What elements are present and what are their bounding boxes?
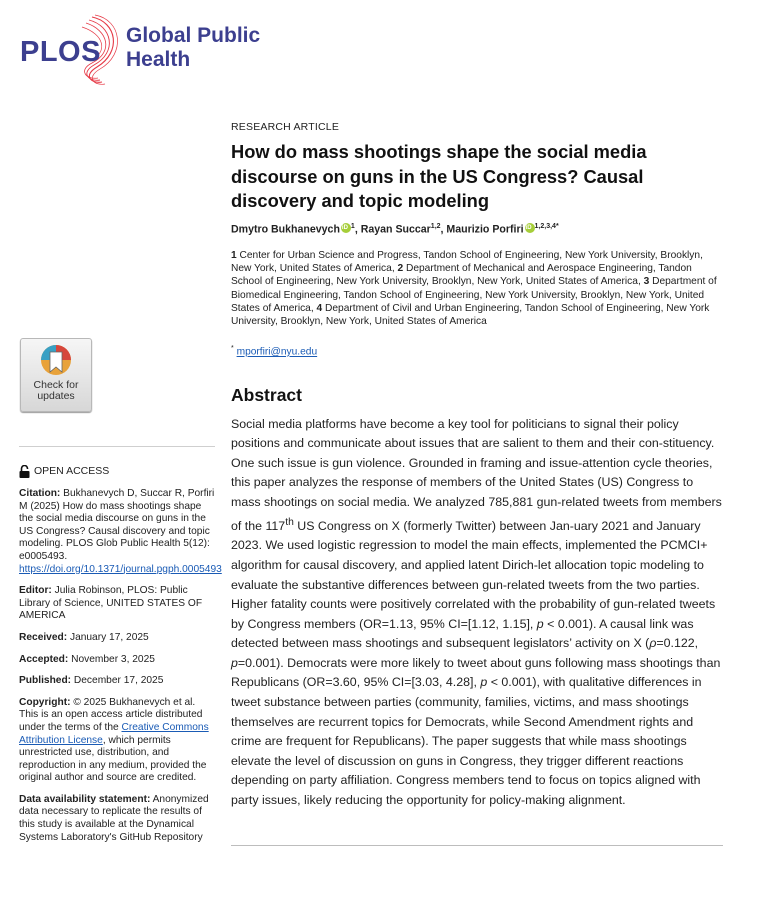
sidebar-divider — [19, 446, 215, 447]
data-availability-block — [19, 794, 215, 844]
affil-text: Department of Biomedical Engineering, Tandon School of Engineering, New York University, Brooklyn, New York, United States of America, — [231, 276, 717, 314]
copyright-text-1: © 2025 Bukhanevych et al. This is an open access article distributed under the terms of the — [19, 696, 203, 733]
journal-logo[interactable] — [18, 12, 278, 87]
published-label: Published: — [19, 675, 72, 687]
abstract-italic: p — [480, 675, 488, 690]
copyright-label: Copyright: — [19, 696, 71, 708]
abstract-italic: p — [231, 655, 238, 670]
affil-number: 3 — [643, 276, 650, 288]
corresponding-star-marker: * — [231, 345, 234, 353]
author-affil-sup: 1 — [350, 222, 355, 230]
license-link[interactable]: Creative Commons Attribution License — [19, 721, 209, 746]
data-availability-text: Anonymized data necessary to replicate the results of this study is available at the Dynamical Systems Laboratory's GitHub Repository — [19, 793, 209, 843]
article-type: RESEARCH ARTICLE — [231, 121, 340, 133]
affil-number: 4 — [316, 302, 323, 314]
citation-block — [19, 488, 222, 576]
open-lock-icon — [19, 465, 30, 478]
open-access-badge — [19, 465, 215, 478]
citation-doi-link[interactable]: https://doi.org/10.1371/journal.pgph.0005493 — [19, 563, 222, 575]
affil-number: 2 — [397, 263, 404, 275]
accepted-date: November 3, 2025 — [68, 653, 155, 665]
corresponding-author — [231, 345, 723, 357]
abstract-part: < 0.001). A causal link was detected between mass shootings and subsequent legislators’ activity on X ( — [231, 616, 694, 651]
accepted-label: Accepted: — [19, 653, 69, 665]
abstract-part: =0.122, — [656, 636, 699, 651]
check-updates-line2: updates — [37, 390, 75, 402]
editor-label: Editor: — [19, 585, 52, 597]
abstract-part: Social media platforms have become a key tool for politicians to signal their policy positions and communicate about issues that are salient to them and their con-stituency. One such issue is gun violence. Grounded in framing and issue-attention cycle theories, this paper analyzes the response of members of the United States (US) Congress to mass shootings on social media. We analyzed 785,881 gun-related tweets from members of the 117 — [231, 416, 722, 533]
abstract-heading: Abstract — [231, 384, 302, 405]
editor-text: Julia Robinson, PLOS: Public Library of Science, UNITED STATES OF AMERICA — [19, 585, 203, 622]
author-name[interactable]: Maurizio Porfiri — [446, 223, 524, 236]
orcid-icon[interactable] — [341, 223, 351, 233]
section-divider — [231, 845, 723, 846]
author-separator: , — [354, 223, 361, 236]
author-affil-sup: 1,2,3,4 — [534, 222, 556, 230]
abstract-part: < 0.001), with qualitative differences in tweet substance between parties (community, families, victims, and mass shootings themselves are recurrent topics for Democrats, while Second Amendment rights and crime are frequent for Republicans). The paper suggests that while mass shootings elevate the level of discussion on guns in Congress, they trigger different reactions depending on party affiliation. Congress members tend to focus on topics aligned with party issues, likely reducing the opportunity for policy-making alignment. — [231, 675, 702, 808]
accepted-block — [19, 654, 215, 667]
copyright-block — [19, 697, 215, 785]
affil-text: Department of Civil and Urban Engineering, Tandon School of Engineering, New York University, Brooklyn, New York, United States of America — [231, 302, 710, 328]
affil-number: 1 — [231, 250, 237, 262]
article-info-sidebar — [19, 446, 222, 853]
editor-block — [19, 585, 215, 623]
article-title: How do mass shootings shape the social media discourse on guns in the US Congress? Causal discovery and topic modeling — [231, 141, 647, 211]
article-main — [231, 121, 723, 811]
data-availability-label: Data availability statement: — [19, 793, 151, 805]
affil-text: Department of Mechanical and Aerospace Engineering, Tandon School of Engineering, New York University, Brooklyn, New York, United States of America, — [231, 263, 692, 288]
received-label: Received: — [19, 631, 68, 643]
check-updates-label — [21, 380, 91, 402]
corresponding-email-link[interactable]: mporfiri@nyu.edu — [236, 346, 318, 358]
author-name[interactable]: Rayan Succar — [360, 223, 431, 236]
journal-name — [126, 24, 260, 72]
citation-label: Citation: — [19, 488, 61, 499]
corresponding-star: * — [555, 222, 559, 230]
journal-name-line1: Global Public — [126, 24, 261, 47]
author-list — [231, 223, 723, 236]
received-date: January 17, 2025 — [67, 631, 149, 643]
author-affil-sup: 1,2 — [430, 222, 441, 230]
check-updates-line1: Check for — [33, 379, 79, 391]
abstract-italic: ρ — [649, 636, 657, 651]
published-date: December 17, 2025 — [71, 675, 164, 687]
abstract-sup: th — [285, 516, 294, 528]
affiliations — [231, 249, 723, 328]
affil-text: Center for Urban Science and Progress, Tandon School of Engineering, New York University, Brooklyn, New York, United States of America, — [231, 250, 703, 275]
publisher-name: PLOS — [20, 36, 101, 68]
copyright-text-2: , which permits unrestricted use, distribution, and reproduction in any medium, provided the original author and source are credited. — [19, 734, 207, 784]
citation-text: Bukhanevych D, Succar R, Porfiri M (2025) How do mass shootings shape the social media discourse on guns in the US Congress? Causal discovery and topic modeling. PLOS Glob Public Health 5(12): e0005493. — [19, 488, 215, 562]
journal-name-line2: Health — [126, 48, 191, 71]
author-name[interactable]: Dmytro Bukhanevych — [231, 223, 340, 236]
abstract-italic: p — [536, 616, 544, 631]
check-for-updates-button[interactable] — [20, 338, 92, 412]
author-separator: , — [440, 223, 447, 236]
open-access-label: OPEN ACCESS — [34, 465, 110, 478]
published-block — [19, 675, 215, 688]
abstract-text — [231, 415, 723, 811]
bookmark-icon — [39, 343, 73, 379]
abstract-part: US Congress on X (formerly Twitter) between Jan-uary 2021 and January 2023. We used logistic regression to model the main effects, implemented the PCMCI+ algorithm for causal discovery, and applied latent Dirich-let allocation topic modeling to evaluate the substantive differences between gun-related tweets from the two parties. Higher fatality counts were positively correlated with the probability of gun-related tweets by Congress members (OR=1.13, 95% CI=[1.12, 1.15], — [231, 518, 716, 631]
abstract-part: =0.001). Democrats were more likely to tweet about guns following mass shootings than Republicans (OR=3.60, 95% CI=[3.03, 4.28], — [231, 655, 721, 690]
orcid-icon[interactable] — [525, 223, 535, 233]
received-block — [19, 632, 215, 645]
